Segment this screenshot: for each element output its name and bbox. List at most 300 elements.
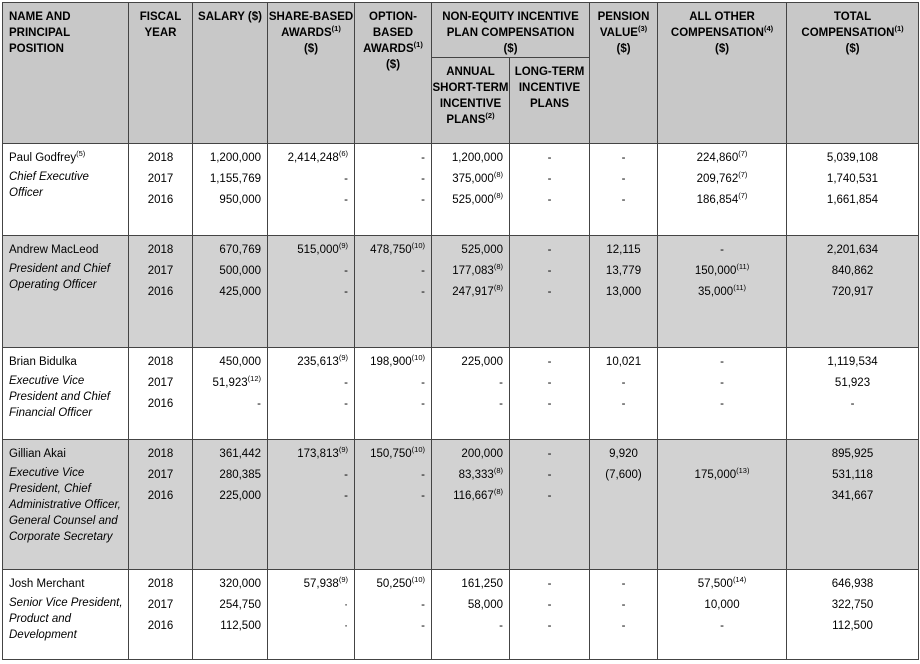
- total-compensation-text: 720,917: [831, 286, 874, 298]
- share-awards-cell: [268, 236, 355, 348]
- footnote-ref: (8): [493, 191, 503, 201]
- option-awards-text: -: [421, 469, 425, 481]
- share-awards-value: [268, 394, 354, 415]
- total-compensation-value: [787, 148, 918, 169]
- fiscal-year-cell: [129, 348, 193, 440]
- pension-value-cell: [590, 144, 658, 236]
- long-term-incentive-value: [510, 444, 589, 465]
- option-awards-value: [355, 352, 431, 373]
- fiscal-year-text: 2018: [147, 578, 174, 590]
- pension-value-value: [590, 616, 657, 637]
- annual-incentive-value: [432, 444, 509, 465]
- annual-incentive-cell: [432, 440, 510, 570]
- option-awards-value: [355, 190, 431, 211]
- other-compensation-value: [658, 282, 786, 303]
- annual-incentive-cell: [432, 144, 510, 236]
- annual-incentive-value: [432, 261, 509, 282]
- annual-incentive-text: -: [499, 377, 503, 389]
- option-awards-value: [355, 240, 431, 261]
- pension-value-value: [590, 261, 657, 282]
- total-compensation-cell: [787, 236, 919, 348]
- salary-value: [193, 240, 267, 261]
- officer-name-text: Paul Godfrey: [9, 152, 77, 164]
- long-term-incentive-value: [510, 595, 589, 616]
- pension-value-value: [590, 373, 657, 394]
- total-compensation-text: 2,201,634: [826, 244, 879, 256]
- salary-cell: [193, 348, 268, 440]
- pension-value-text: -: [621, 173, 626, 185]
- officer-name: [9, 574, 124, 595]
- total-compensation-cell: [787, 570, 919, 660]
- name-cell: [3, 144, 129, 236]
- other-compensation-text: 150,000: [694, 265, 737, 277]
- total-compensation-text: 1,119,534: [827, 356, 878, 368]
- other-compensation-text: -: [720, 244, 724, 256]
- fiscal-year-text: 2018: [147, 244, 174, 256]
- option-awards-text: 50,250: [376, 578, 412, 590]
- option-awards-text: -: [421, 599, 425, 611]
- header-long-term-incentive: LONG-TERM INCENTIVE PLANS: [510, 58, 590, 144]
- option-awards-value: [355, 394, 431, 415]
- other-compensation-text: -: [720, 620, 724, 632]
- salary-value: [193, 444, 267, 465]
- pension-value-value: [590, 169, 657, 190]
- long-term-incentive-text: -: [547, 377, 552, 389]
- long-term-incentive-value: [510, 261, 589, 282]
- annual-incentive-text: 161,250: [461, 578, 503, 590]
- other-compensation-text: 224,860: [696, 152, 739, 164]
- long-term-incentive-cell: [510, 236, 590, 348]
- other-compensation-text: 57,500: [697, 578, 733, 590]
- other-compensation-value: [658, 261, 786, 282]
- total-compensation-cell: [787, 144, 919, 236]
- long-term-incentive-value: [510, 486, 589, 507]
- long-term-incentive-value: [510, 394, 589, 415]
- other-compensation-text: 186,854: [696, 194, 739, 206]
- annual-incentive-value: [432, 465, 509, 486]
- fiscal-year-value: [129, 240, 192, 261]
- option-awards-text: -: [421, 286, 425, 298]
- header-total-compensation: TOTAL COMPENSATION$^{(1)}$ ($): [787, 3, 919, 144]
- annual-incentive-value: [432, 595, 509, 616]
- fiscal-year-text: 2016: [147, 490, 174, 502]
- option-awards-cell: [355, 144, 432, 236]
- option-awards-value: [355, 595, 431, 616]
- footnote-ref: (11): [736, 262, 750, 272]
- salary-text: 670,769: [219, 244, 261, 256]
- fiscal-year-value: [129, 261, 192, 282]
- long-term-incentive-text: -: [547, 265, 552, 277]
- share-awards-text: ·: [344, 620, 348, 632]
- option-awards-value: [355, 486, 431, 507]
- pension-value-text: -: [621, 398, 626, 410]
- share-awards-value: [268, 282, 354, 303]
- salary-text: 320,000: [219, 578, 261, 590]
- option-awards-cell: [355, 236, 432, 348]
- footnote-ref: (10): [411, 575, 425, 585]
- salary-value: [193, 169, 267, 190]
- fiscal-year-value: [129, 465, 192, 486]
- annual-incentive-value: [432, 486, 509, 507]
- option-awards-text: 150,750: [370, 448, 412, 460]
- footnote-ref: (6): [338, 149, 348, 159]
- total-compensation-value: [787, 240, 918, 261]
- share-awards-text: 235,613: [297, 356, 339, 368]
- total-compensation-text: 840,862: [831, 265, 874, 277]
- annual-incentive-text: 116,667: [453, 490, 494, 502]
- annual-incentive-text: 375,000: [452, 173, 494, 185]
- salary-text: -: [257, 398, 261, 410]
- officer-name: [9, 148, 124, 169]
- long-term-incentive-text: -: [547, 398, 552, 410]
- total-compensation-text: 51,923: [834, 377, 871, 389]
- officer-name: [9, 240, 124, 261]
- option-awards-value: [355, 148, 431, 169]
- officer-position: Executive Vice President and Chief Financial Officer: [9, 375, 111, 419]
- salary-value: [193, 574, 267, 595]
- fiscal-year-text: 2017: [147, 377, 174, 389]
- other-compensation-value: [658, 444, 786, 465]
- salary-text: 51,923: [212, 377, 248, 389]
- total-compensation-value: [787, 190, 918, 211]
- other-compensation-value: [658, 574, 786, 595]
- other-compensation-cell: [658, 440, 787, 570]
- header-salary: SALARY ($): [193, 3, 268, 144]
- option-awards-text: -: [421, 398, 425, 410]
- long-term-incentive-cell: [510, 144, 590, 236]
- share-awards-value: [268, 352, 354, 373]
- total-compensation-value: [787, 394, 918, 415]
- other-compensation-text: -: [720, 356, 724, 368]
- footnote-ref: (5): [76, 149, 86, 159]
- other-compensation-text: 10,000: [704, 599, 740, 611]
- other-compensation-value: [658, 486, 786, 507]
- total-compensation-text: 531,118: [832, 469, 873, 481]
- other-compensation-text: -: [720, 377, 724, 389]
- fiscal-year-value: [129, 595, 192, 616]
- annual-incentive-text: 525,000: [461, 244, 503, 256]
- salary-text: 425,000: [219, 286, 261, 298]
- share-awards-text: 515,000: [297, 244, 339, 256]
- officer-position: Chief Executive Officer: [9, 171, 89, 199]
- annual-incentive-value: [432, 190, 509, 211]
- share-awards-value: [268, 261, 354, 282]
- total-compensation-cell: [787, 348, 919, 440]
- salary-text: 500,000: [219, 265, 261, 277]
- pension-value-text: -: [621, 620, 626, 632]
- option-awards-cell: [355, 440, 432, 570]
- pension-value-value: [590, 352, 657, 373]
- pension-value-value: [590, 574, 657, 595]
- annual-incentive-value: [432, 352, 509, 373]
- long-term-incentive-value: [510, 240, 589, 261]
- table-row: [3, 440, 919, 570]
- total-compensation-value: [787, 444, 918, 465]
- salary-text: 112,500: [220, 620, 261, 632]
- annual-incentive-value: [432, 282, 509, 303]
- annual-incentive-value: [432, 373, 509, 394]
- total-compensation-value: [787, 486, 918, 507]
- annual-incentive-text: 58,000: [467, 599, 503, 611]
- long-term-incentive-text: -: [547, 578, 552, 590]
- option-awards-value: [355, 261, 431, 282]
- option-awards-value: [355, 169, 431, 190]
- long-term-incentive-value: [510, 148, 589, 169]
- total-compensation-value: [787, 465, 918, 486]
- header-share-awards: SHARE-BASED AWARDS$^{(1)}$ ($): [268, 3, 355, 144]
- fiscal-year-text: 2017: [147, 173, 174, 185]
- footnote-ref: (8): [493, 283, 503, 293]
- share-awards-value: [268, 486, 354, 507]
- compensation-table: [2, 2, 919, 660]
- footnote-ref: (10): [411, 241, 425, 251]
- footnote-ref: (7): [738, 191, 748, 201]
- share-awards-text: 57,938: [303, 578, 339, 590]
- option-awards-text: -: [421, 377, 425, 389]
- officer-position: President and Chief Operating Officer: [9, 263, 111, 291]
- pension-value-text: 12,115: [606, 244, 641, 256]
- table-row: [3, 236, 919, 348]
- option-awards-value: [355, 465, 431, 486]
- salary-value: [193, 595, 267, 616]
- fiscal-year-text: 2016: [147, 398, 174, 410]
- option-awards-text: -: [421, 173, 425, 185]
- salary-value: [193, 486, 267, 507]
- total-compensation-cell: [787, 440, 919, 570]
- total-compensation-text: 322,750: [831, 599, 874, 611]
- other-compensation-value: [658, 240, 786, 261]
- fiscal-year-cell: [129, 144, 193, 236]
- total-compensation-text: 341,667: [831, 490, 874, 502]
- other-compensation-cell: [658, 144, 787, 236]
- option-awards-value: [355, 282, 431, 303]
- total-compensation-value: [787, 373, 918, 394]
- annual-incentive-cell: [432, 570, 510, 660]
- officer-name: [9, 444, 124, 465]
- footnote-ref: (13): [736, 466, 750, 476]
- fiscal-year-cell: [129, 440, 193, 570]
- share-awards-text: -: [344, 194, 348, 206]
- fiscal-year-value: [129, 394, 192, 415]
- other-compensation-value: [658, 465, 786, 486]
- name-cell: [3, 348, 129, 440]
- option-awards-cell: [355, 570, 432, 660]
- option-awards-text: -: [421, 265, 425, 277]
- total-compensation-text: 1,661,854: [826, 194, 879, 206]
- salary-value: [193, 352, 267, 373]
- fiscal-year-text: 2017: [147, 469, 174, 481]
- salary-cell: [193, 440, 268, 570]
- share-awards-value: [268, 148, 354, 169]
- total-compensation-text: 5,039,108: [826, 152, 879, 164]
- annual-incentive-value: [432, 148, 509, 169]
- option-awards-text: 478,750: [370, 244, 412, 256]
- total-compensation-value: [787, 169, 918, 190]
- total-compensation-value: [787, 282, 918, 303]
- annual-incentive-text: 83,333: [458, 469, 494, 481]
- share-awards-text: ·: [344, 599, 348, 611]
- option-awards-value: [355, 373, 431, 394]
- long-term-incentive-value: [510, 574, 589, 595]
- salary-text: 1,155,769: [209, 173, 261, 185]
- other-compensation-value: [658, 190, 786, 211]
- officer-name-text: Andrew MacLeod: [9, 244, 99, 256]
- salary-value: [193, 261, 267, 282]
- salary-text: 1,200,000: [209, 152, 261, 164]
- header-annual-incentive: ANNUAL SHORT-TERM INCENTIVE PLANS$^{(2)}$: [432, 58, 510, 144]
- header-fiscal-year: FISCAL YEAR: [129, 3, 193, 144]
- total-compensation-text: 895,925: [831, 448, 874, 460]
- share-awards-text: -: [344, 265, 348, 277]
- salary-value: [193, 394, 267, 415]
- pension-value-text: -: [621, 578, 626, 590]
- header-other-compensation: ALL OTHER COMPENSATION$^{(4)}$ ($): [658, 3, 787, 144]
- pension-value-text: 10,021: [605, 356, 642, 368]
- other-compensation-value: [658, 616, 786, 637]
- share-awards-value: [268, 595, 354, 616]
- annual-incentive-value: [432, 169, 509, 190]
- footnote-ref: (12): [247, 374, 261, 384]
- fiscal-year-text: 2018: [147, 356, 174, 368]
- name-cell: [3, 440, 129, 570]
- long-term-incentive-value: [510, 190, 589, 211]
- pension-value-text: (7,600): [605, 469, 642, 481]
- long-term-incentive-text: -: [547, 599, 552, 611]
- pension-value-cell: [590, 440, 658, 570]
- salary-value: [193, 148, 267, 169]
- pension-value-text: -: [621, 599, 626, 611]
- fiscal-year-value: [129, 352, 192, 373]
- share-awards-cell: [268, 570, 355, 660]
- fiscal-year-value: [129, 190, 192, 211]
- annual-incentive-cell: [432, 236, 510, 348]
- pension-value-text: -: [621, 152, 626, 164]
- other-compensation-value: [658, 595, 786, 616]
- footnote-ref: (7): [738, 149, 748, 159]
- other-compensation-value: [658, 373, 786, 394]
- fiscal-year-value: [129, 616, 192, 637]
- fiscal-year-value: [129, 574, 192, 595]
- name-cell: [3, 236, 129, 348]
- officer-name-text: Josh Merchant: [9, 578, 85, 590]
- fiscal-year-text: 2016: [147, 286, 174, 298]
- share-awards-value: [268, 465, 354, 486]
- pension-value-value: [590, 240, 657, 261]
- salary-text: 280,385: [219, 469, 261, 481]
- option-awards-cell: [355, 348, 432, 440]
- share-awards-value: [268, 169, 354, 190]
- pension-value-value: [590, 282, 657, 303]
- other-compensation-value: [658, 352, 786, 373]
- fiscal-year-text: 2017: [147, 599, 174, 611]
- long-term-incentive-value: [510, 282, 589, 303]
- salary-cell: [193, 236, 268, 348]
- pension-value-text: 9,920: [609, 448, 638, 460]
- annual-incentive-text: 1,200,000: [451, 152, 503, 164]
- total-compensation-text: 1,740,531: [826, 173, 879, 185]
- pension-value-text: -: [621, 194, 626, 206]
- footnote-ref: (7): [738, 170, 748, 180]
- long-term-incentive-text: -: [547, 244, 552, 256]
- footnote-ref: (9): [338, 241, 348, 251]
- footnote-ref: (9): [338, 445, 348, 455]
- long-term-incentive-text: -: [547, 448, 552, 460]
- salary-text: 361,442: [219, 448, 261, 460]
- salary-value: [193, 616, 267, 637]
- salary-text: 950,000: [219, 194, 261, 206]
- footnote-ref: (8): [493, 170, 503, 180]
- share-awards-text: -: [344, 398, 348, 410]
- fiscal-year-cell: [129, 570, 193, 660]
- annual-incentive-text: 525,000: [452, 194, 494, 206]
- long-term-incentive-value: [510, 352, 589, 373]
- option-awards-text: -: [421, 152, 425, 164]
- other-compensation-text: 175,000: [694, 469, 737, 481]
- salary-cell: [193, 570, 268, 660]
- other-compensation-text: -: [720, 398, 724, 410]
- pension-value-value: [590, 595, 657, 616]
- long-term-incentive-cell: [510, 348, 590, 440]
- salary-text: 225,000: [219, 490, 261, 502]
- share-awards-text: -: [344, 490, 348, 502]
- officer-name-text: Brian Bidulka: [9, 356, 77, 368]
- pension-value-cell: [590, 236, 658, 348]
- other-compensation-value: [658, 394, 786, 415]
- total-compensation-value: [787, 616, 918, 637]
- fiscal-year-value: [129, 444, 192, 465]
- fiscal-year-text: 2017: [147, 265, 174, 277]
- pension-value-cell: [590, 570, 658, 660]
- header-non-equity: NON-EQUITY INCENTIVE PLAN COMPENSATION ($): [432, 3, 590, 58]
- share-awards-text: -: [344, 377, 348, 389]
- annual-incentive-text: -: [499, 398, 503, 410]
- option-awards-value: [355, 574, 431, 595]
- share-awards-value: [268, 444, 354, 465]
- other-compensation-cell: [658, 570, 787, 660]
- footnote-ref: (8): [493, 466, 503, 476]
- long-term-incentive-text: -: [547, 152, 552, 164]
- fiscal-year-cell: [129, 236, 193, 348]
- share-awards-text: 2,414,248: [287, 152, 339, 164]
- option-awards-value: [355, 616, 431, 637]
- table-row: [3, 144, 919, 236]
- pension-value-value: [590, 148, 657, 169]
- pension-value-value: [590, 465, 657, 486]
- long-term-incentive-text: -: [547, 620, 552, 632]
- other-compensation-text: 209,762: [696, 173, 739, 185]
- long-term-incentive-value: [510, 169, 589, 190]
- fiscal-year-value: [129, 148, 192, 169]
- other-compensation-value: [658, 148, 786, 169]
- share-awards-cell: [268, 144, 355, 236]
- annual-incentive-text: 247,917: [452, 286, 494, 298]
- annual-incentive-cell: [432, 348, 510, 440]
- fiscal-year-text: 2016: [147, 194, 174, 206]
- annual-incentive-text: 225,000: [461, 356, 503, 368]
- footnote-ref: (10): [411, 445, 425, 455]
- pension-value-cell: [590, 348, 658, 440]
- long-term-incentive-text: -: [547, 469, 552, 481]
- option-awards-text: -: [421, 620, 425, 632]
- share-awards-text: -: [344, 173, 348, 185]
- option-awards-text: -: [421, 194, 425, 206]
- pension-value-value: [590, 444, 657, 465]
- long-term-incentive-cell: [510, 570, 590, 660]
- total-compensation-value: [787, 574, 918, 595]
- long-term-incentive-value: [510, 616, 589, 637]
- share-awards-value: [268, 574, 354, 595]
- fiscal-year-value: [129, 282, 192, 303]
